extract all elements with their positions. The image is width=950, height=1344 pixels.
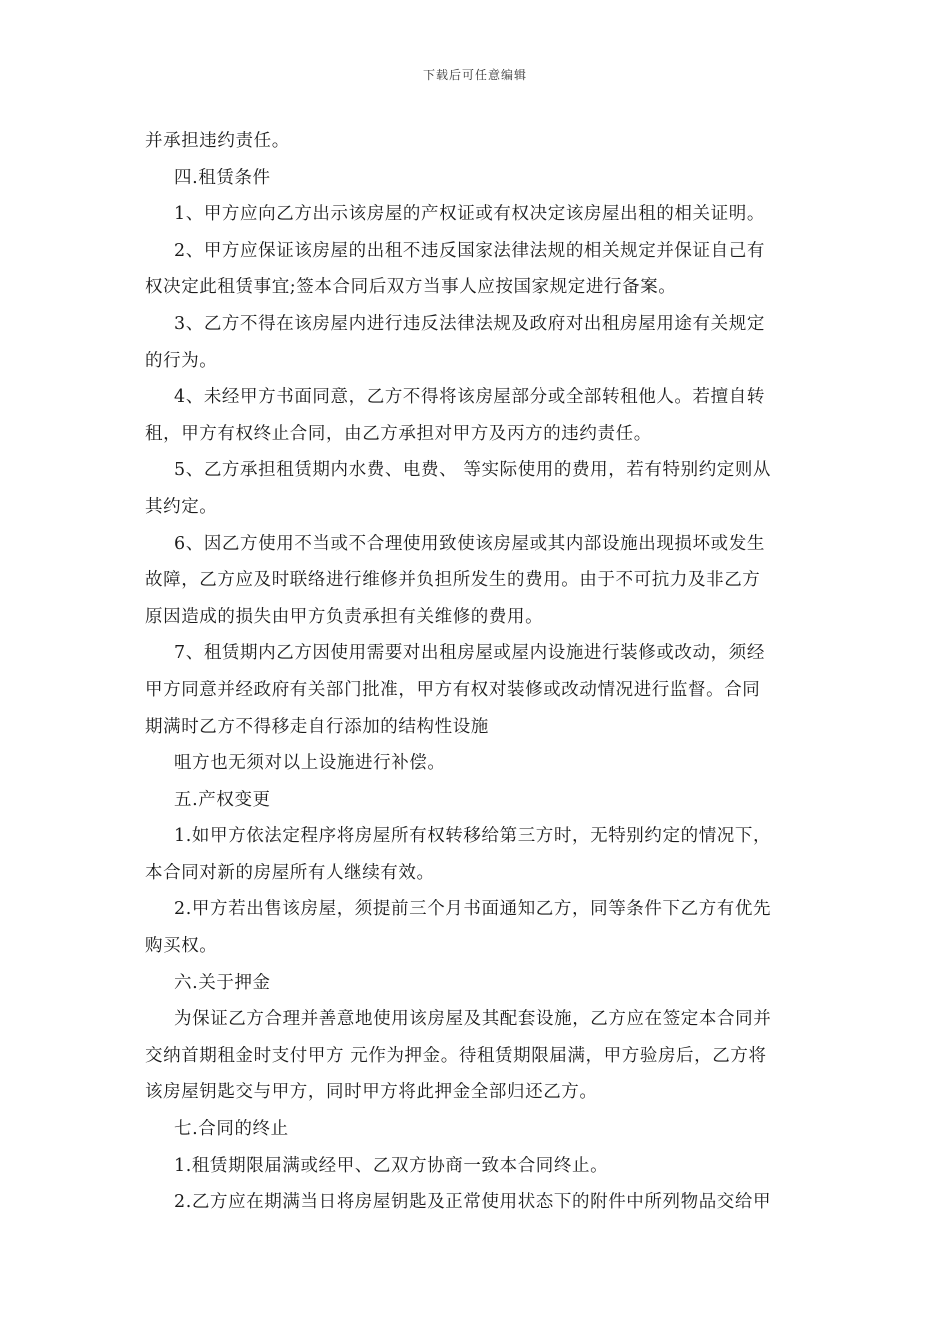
text-line: 为保证乙方合理并善意地使用该房屋及其配套设施，乙方应在签定本合同并 — [174, 1009, 772, 1030]
text-line: 期满时乙方不得移走自行添加的结构性设施 — [145, 716, 489, 737]
text-line: 该房屋钥匙交与甲方，同时甲方将此押金全部归还乙方。 — [145, 1082, 598, 1103]
text-line: 的行为。 — [145, 350, 218, 371]
text-line: 2.乙方应在期满当日将房屋钥匙及正常使用状态下的附件中所列物品交给甲 — [174, 1192, 772, 1213]
contract-body — [145, 123, 810, 1221]
text-line: 并承担违约责任。 — [145, 131, 290, 151]
text-line: 1.如甲方依法定程序将房屋所有权转移给第三方时，无特别约定的情况下， — [174, 826, 772, 847]
text-line: 购买权。 — [145, 936, 218, 957]
text-line: 原因造成的损失由甲方负责承担有关维修的费用。 — [145, 606, 544, 627]
text-line: 五.产权变更 — [174, 789, 271, 810]
text-line: 3、乙方不得在该房屋内进行违反法律法规及政府对出租房屋用途有关规定 — [174, 313, 765, 334]
text-line: 故障，乙方应及时联络进行维修并负担所发生的费用。由于不可抗力及非乙方 — [145, 570, 761, 591]
text-line: 其约定。 — [145, 496, 218, 517]
text-line: 2.甲方若出售该房屋，须提前三个月书面通知乙方，同等条件下乙方有优先 — [174, 899, 772, 920]
text-line: 权决定此租赁事宜;签本合同后双方当事人应按国家规定进行备案。 — [145, 277, 677, 298]
text-line: 租，甲方有权终止合同，由乙方承担对甲方及丙方的违约责任。 — [145, 423, 652, 444]
text-line: 七.合同的终止 — [174, 1119, 289, 1140]
text-line: 四.租赁条件 — [174, 167, 271, 188]
text-line: 4、未经甲方书面同意，乙方不得将该房屋部分或全部转租他人。若擅自转 — [174, 387, 765, 408]
text-line: 7、租赁期内乙方因使用需要对出租房屋或屋内设施进行装修或改动，须经 — [174, 643, 765, 664]
text-line: 咀方也无须对以上设施进行补偿。 — [174, 753, 446, 774]
text-line: 1.租赁期限届满或经甲、乙双方协商一致本合同终止。 — [174, 1155, 609, 1176]
header-note: 下载后可任意编辑 — [422, 68, 527, 82]
text-line: 5、乙方承担租赁期内水费、电费、 等实际使用的费用，若有特别约定则从 — [174, 460, 772, 481]
text-line: 6、因乙方使用不当或不合理使用致使该房屋或其内部设施出现损坏或发生 — [174, 533, 765, 554]
text-line: 1、甲方应向乙方出示该房屋的产权证或有权决定该房屋出租的相关证明。 — [174, 204, 765, 225]
text-line: 六.关于押金 — [174, 972, 271, 993]
text-line: 本合同对新的房屋所有人继续有效。 — [145, 862, 435, 883]
text-line: 交纳首期租金时支付甲方 元作为押金。待租赁期限届满，甲方验房后，乙方将 — [145, 1045, 767, 1066]
text-line: 2、甲方应保证该房屋的出租不违反国家法律法规的相关规定并保证自己有 — [174, 240, 765, 261]
text-line: 甲方同意并经政府有关部门批准，甲方有权对装修或改动情况进行监督。合同 — [145, 679, 761, 700]
